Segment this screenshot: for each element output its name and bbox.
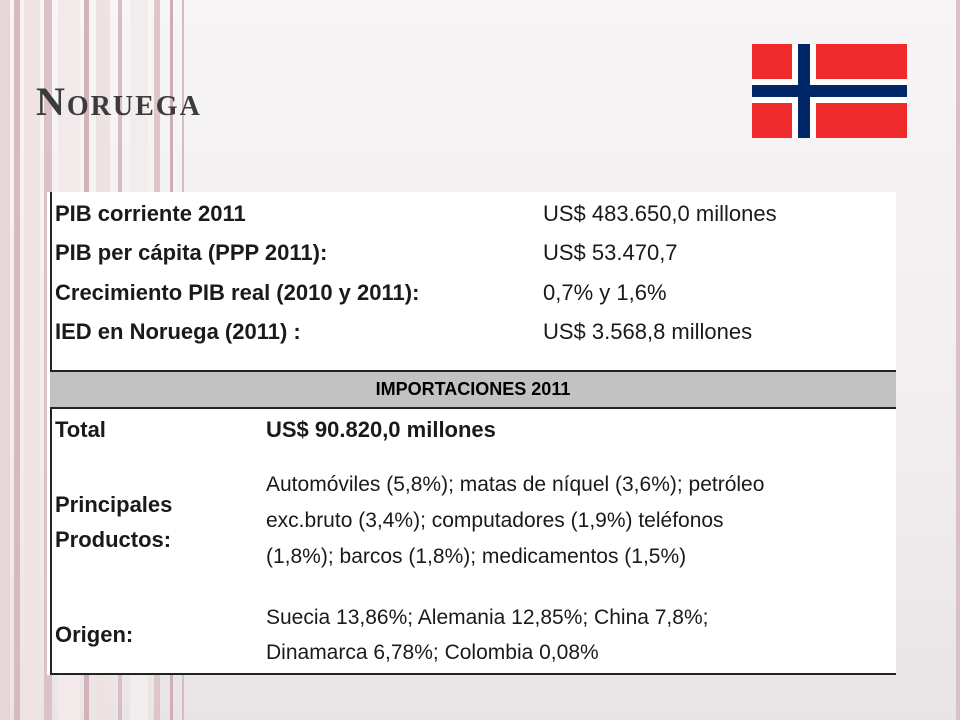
right-edge-stripe — [956, 0, 960, 720]
total-label: Total — [55, 417, 106, 442]
table-bottom-border — [50, 673, 896, 675]
products-line: Automóviles (5,8%); matas de níquel (3,6%); petróleo — [266, 473, 765, 496]
stat-label: IED en Noruega (2011) : — [55, 319, 301, 344]
stat-value: US$ 53.470,7 — [543, 240, 678, 265]
norway-flag — [752, 44, 907, 138]
products-label: Principales — [55, 492, 173, 517]
origin-line: Suecia 13,86%; Alemania 12,85%; China 7,8%; — [266, 606, 709, 629]
stat-label: Crecimiento PIB real (2010 y 2011): — [55, 280, 420, 305]
slide-title: Noruega — [36, 79, 202, 124]
origin-line: Dinamarca 6,78%; Colombia 0,08% — [266, 641, 599, 664]
stat-label: PIB per cápita (PPP 2011): — [55, 240, 328, 265]
products-label: Productos: — [55, 527, 172, 552]
origin-label: Origen: — [55, 622, 134, 647]
stat-value: US$ 483.650,0 millones — [543, 201, 777, 226]
table-left-border-top — [50, 192, 52, 370]
products-line: exc.bruto (3,4%); computadores (1,9%) teléfonos — [266, 509, 724, 532]
total-value: US$ 90.820,0 millones — [266, 417, 496, 442]
stat-value: 0,7% y 1,6% — [543, 280, 667, 305]
economic-data-table — [47, 192, 896, 675]
stat-label: PIB corriente 2011 — [55, 201, 246, 226]
imports-header: IMPORTACIONES 2011 — [50, 370, 896, 409]
stat-value: US$ 3.568,8 millones — [543, 319, 753, 344]
products-line: (1,8%); barcos (1,8%); medicamentos (1,5%) — [266, 545, 687, 568]
table-left-border-bottom — [50, 407, 52, 675]
